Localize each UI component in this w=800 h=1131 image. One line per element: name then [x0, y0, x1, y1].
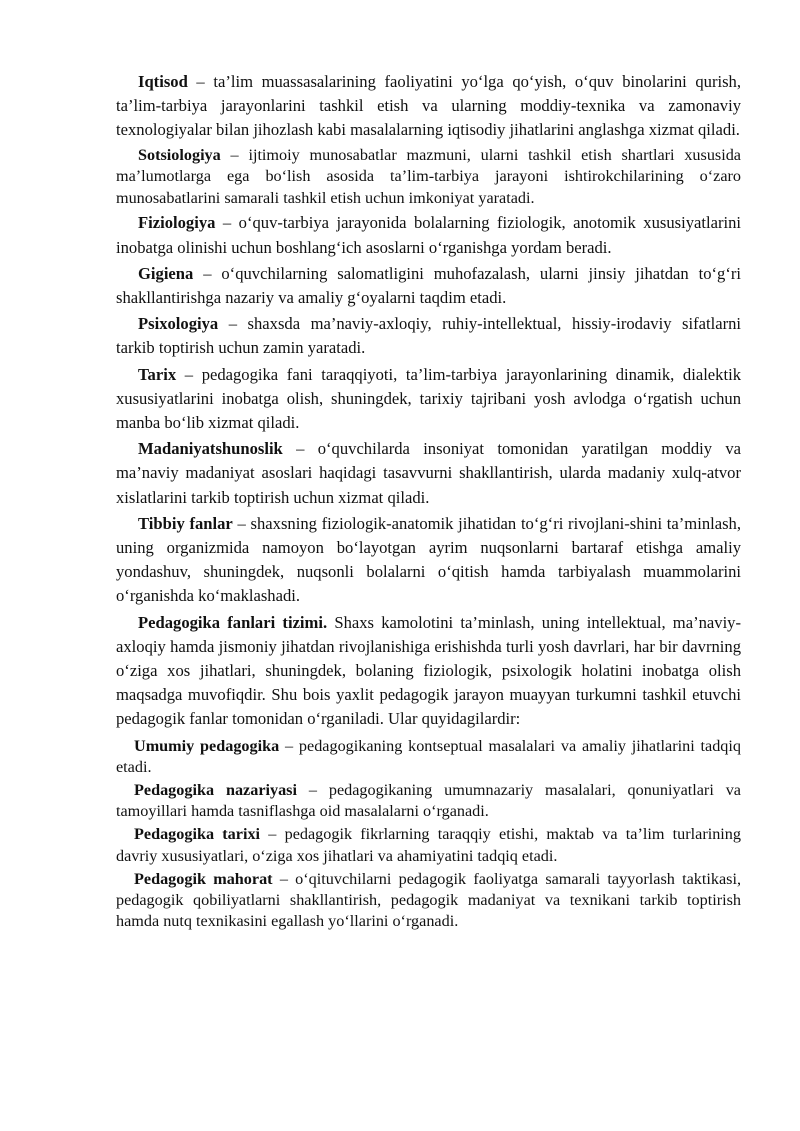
paragraph-tarix — [116, 363, 741, 436]
term-fiziologiya: Fiziologiya — [138, 213, 216, 233]
paragraph-pedagogik-mahorat — [116, 869, 741, 933]
paragraph-pedagogika-fanlari-tizimi — [116, 611, 741, 732]
definition-psixologiya: – shaxsda ma’naviy-axloqiy, ruhiy-intellektual, hissiy-irodaviy sifatlarni tarkib toptirish uchun zamin yaratadi. — [116, 314, 741, 358]
paragraph-pedagogika-tarixi — [116, 824, 741, 866]
paragraph-umumiy-pedagogika — [116, 736, 741, 778]
definition-gigiena: – o‘quvchilarning salomatligini muhofazalash, ularni jinsiy jihatdan to‘g‘ri shakllantirishga nazariy va amaliy g‘oyalarni taqdim etadi. — [116, 263, 741, 307]
paragraph-sotsiologiya — [116, 145, 741, 210]
definition-tibbiy-fanlar: – shaxsning fiziologik-anatomik jihatidan to‘g‘ri rivojlani-shini ta’minlash, uning organizmida namoyon bo‘layotgan ayrim nuqsonlarni bartaraf etishga amaliy yondashuv, shuningdek, nuqsonli bolalarni o‘qitish hamda tarbiyalash muammolarini o‘rganishda ko‘maklashadi. — [116, 513, 741, 606]
definition-pedagogika-nazariyasi: – pedagogikaning umumnazariy masalalari, qonuniyatlari va tamoyillari hamda tasniflashga oid masalalarni o‘rganadi. — [116, 781, 741, 821]
paragraph-madaniyatshunoslik — [116, 437, 741, 510]
definition-sotsiologiya: – ijtimoiy munosabatlar mazmuni, ularni tashkil etish shartlari xususida ma’lumotlarga ega bo‘lish asosida ta’lim-tarbiya jarayoni ishtirokchilarining o‘zaro munosabatlarini samarali tashkil etish uchun imkoniyat yaratadi. — [116, 145, 741, 207]
term-umumiy-pedagogika: Umumiy pedagogika — [134, 736, 280, 755]
definition-pedagogika-tarixi: – pedagogik fikrlarning taraqqiy etishi, maktab va ta’lim turlarining davriy xususiyatlari, o‘ziga xos jihatlari va ahamiyatini tadqiq etadi. — [116, 825, 741, 865]
paragraph-psixologiya — [116, 312, 741, 360]
definition-umumiy-pedagogika: – pedagogikaning kontseptual masalalari va amaliy jihatlarini tadqiq etadi. — [116, 736, 741, 776]
paragraph-iqtisod — [116, 70, 741, 143]
document-page — [116, 70, 741, 932]
paragraph-gigiena — [116, 262, 741, 310]
term-sotsiologiya: Sotsiologiya — [138, 145, 221, 164]
term-psixologiya: Psixologiya — [138, 314, 219, 334]
term-gigiena: Gigiena — [138, 263, 194, 283]
paragraph-tibbiy-fanlar — [116, 512, 741, 609]
definition-fiziologiya: – o‘quv-tarbiya jarayonida bolalarning fiziologik, anotomik xususiyatlarini inobatga olinishi uchun boshlang‘ich asoslarni o‘rganishga yordam beradi. — [116, 213, 741, 257]
paragraph-fiziologiya — [116, 211, 741, 259]
paragraph-pedagogika-nazariyasi — [116, 780, 741, 822]
definition-pedagogika-fanlari-tizimi: Shaxs kamolotini ta’minlash, uning intellektual, ma’naviy-axloqiy hamda jismoniy jihatdan rivojlanishiga erishishda turli yosh davrlari, har bir davrning o‘ziga xos jihatlari, shuningdek, bolaning fiziologik, psixologik holatini inobatga olish maqsadga muvofiqdir. Shu bois yaxlit pedagogik jarayon muayyan turkumni tashkil etuvchi pedagogik fanlar tomonidan o‘rganiladi. Ular quyidagilardir: — [116, 612, 742, 729]
definition-tarix: – pedagogika fani taraqqiyoti, ta’lim-tarbiya jarayonlarining dinamik, dialektik xususiyatlarini inobatga olish, shuningdek, tarixiy tajribani yosh avlodga o‘rgatish uchun manba bo‘lib xizmat qiladi. — [116, 364, 741, 433]
definition-iqtisod: – ta’lim muassasalarining faoliyatini yo‘lga qo‘yish, o‘quv binolarini qurish, ta’lim-tarbiya jarayonlarini tashkil etish va ularning moddiy-texnika va zamonaviy texnologiyalar bilan jihozlash kabi masalalarning iqtisodiy jihatlarini anglashga xizmat qiladi. — [116, 72, 741, 140]
term-pedagogika-fanlari-tizimi: Pedagogika fanlari tizimi. — [138, 612, 328, 632]
term-pedagogika-nazariyasi: Pedagogika nazariyasi — [134, 781, 297, 800]
term-tarix: Tarix — [138, 364, 177, 384]
definition-madaniyatshunoslik: – o‘quvchilarda insoniyat tomonidan yaratilgan moddiy va ma’naviy madaniyat asoslari haqidagi tasavvurni shakllantirish, ularda madaniy xulq-atvor xislatlarini tarkib toptirish uchun xizmat qiladi. — [116, 439, 741, 507]
term-tibbiy-fanlar: Tibbiy fanlar — [138, 513, 233, 533]
term-iqtisod: Iqtisod — [138, 72, 188, 91]
term-madaniyatshunoslik: Madaniyatshunoslik — [138, 439, 283, 459]
term-pedagogika-tarixi: Pedagogika tarixi — [134, 825, 261, 844]
definition-pedagogik-mahorat: – o‘qituvchilarni pedagogik faoliyatga samarali tayyorlash taktikasi, pedagogik qobiliyatlarni shakllantirish, pedagogik madaniyat va texnikani tarkib toptirish hamda nutq texnikasini egallash yo‘llarini o‘rganadi. — [116, 869, 741, 931]
term-pedagogik-mahorat: Pedagogik mahorat — [134, 869, 273, 888]
